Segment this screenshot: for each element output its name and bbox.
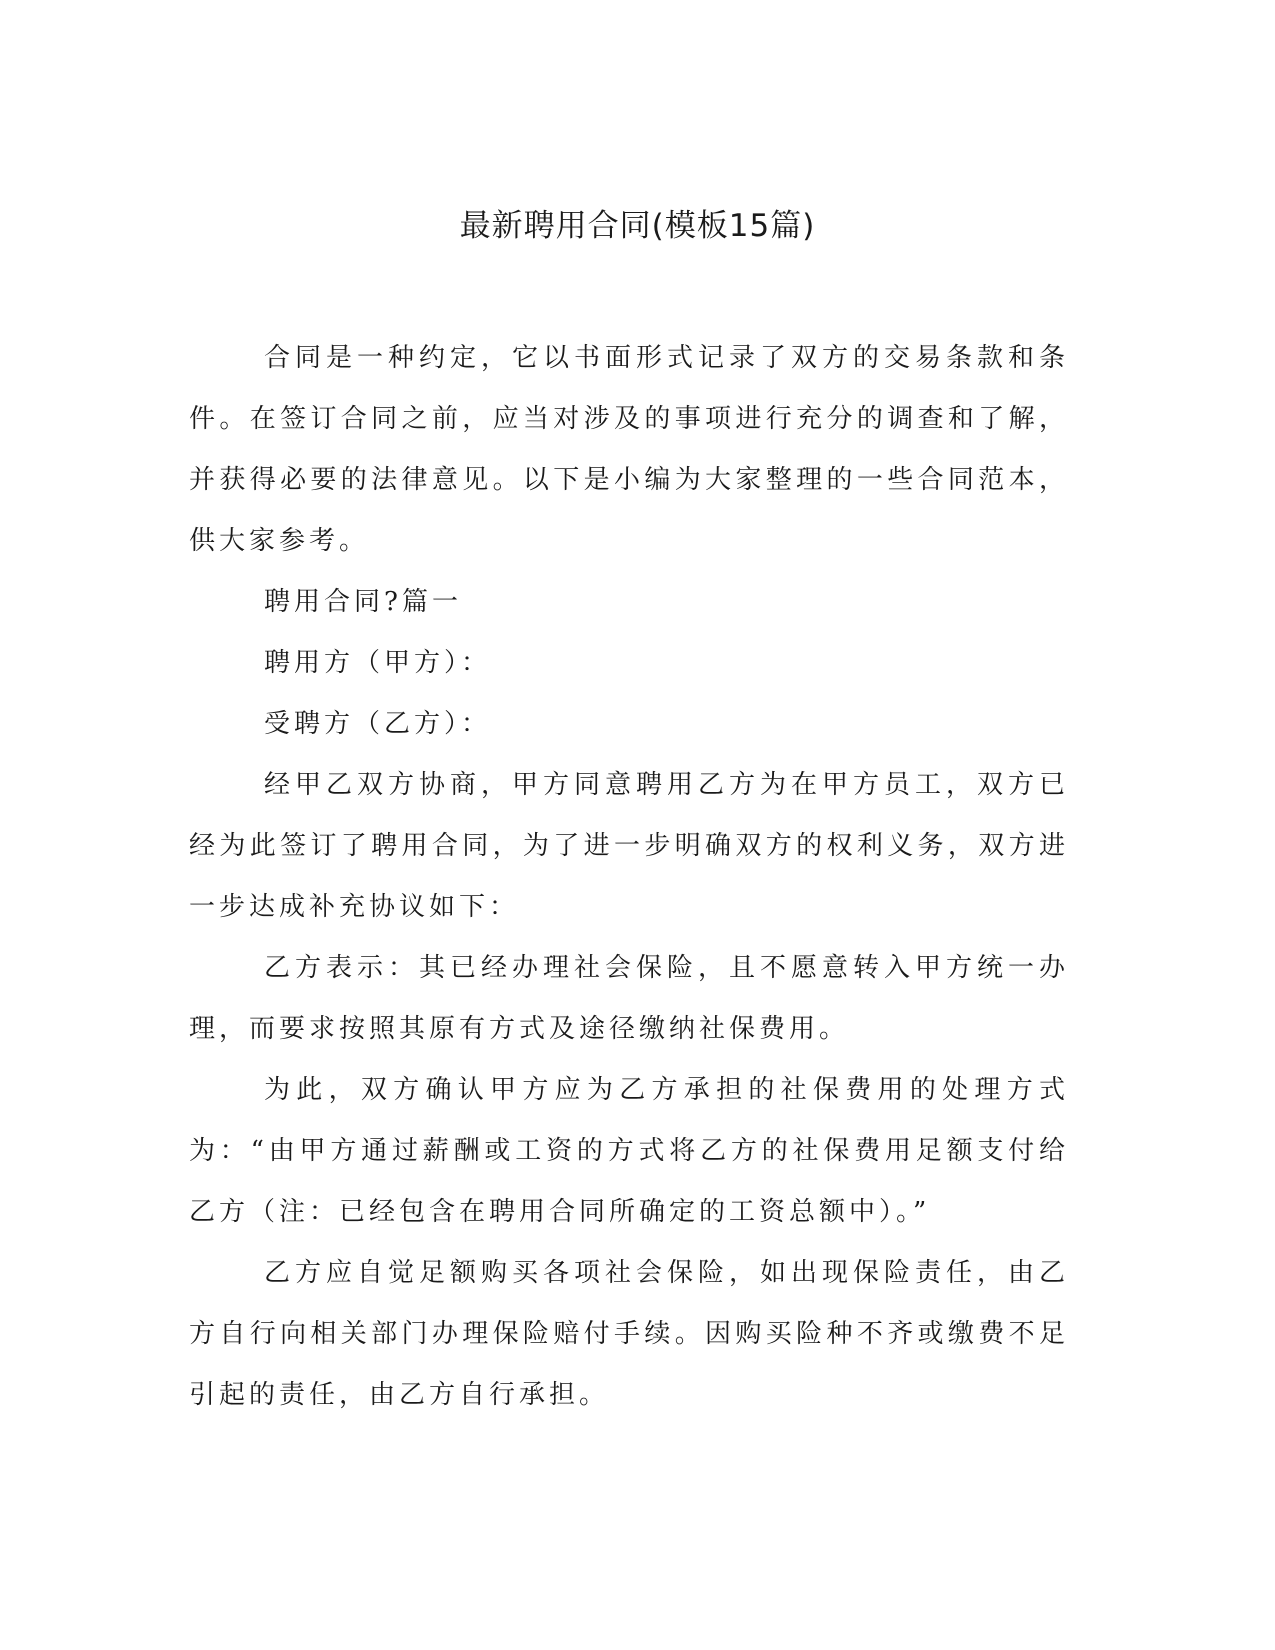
clause-paragraph: 乙方表示：其已经办理社会保险，且不愿意转入甲方统一办理，而要求按照其原有方式及途径缴纳社保费用。 — [189, 953, 1069, 1044]
document-title: 最新聘用合同(模板15篇) — [459, 208, 816, 244]
document-body — [189, 328, 1069, 1426]
intro-paragraph: 合同是一种约定，它以书面形式记录了双方的交易条款和条件。在签订合同之前，应当对涉及的事项进行充分的调查和了解，并获得必要的法律意见。以下是小编为大家整理的一些合同范本，供大家参考。 — [189, 343, 1069, 556]
clause-paragraph: 乙方应自觉足额购买各项社会保险，如出现保险责任，由乙方自行向相关部门办理保险赔付手续。因购买险种不齐或缴费不足引起的责任，由乙方自行承担。 — [189, 1258, 1069, 1410]
party-b-line: 受聘方（乙方）： — [264, 709, 492, 739]
agreement-paragraph: 经甲乙双方协商，甲方同意聘用乙方为在甲方员工，双方已经为此签订了聘用合同，为了进一步明确双方的权利义务，双方进一步达成补充协议如下： — [189, 770, 1069, 922]
section-heading: 聘用合同?篇一 — [264, 587, 462, 617]
clause-paragraph: 为此，双方确认甲方应为乙方承担的社保费用的处理方式为：“由甲方通过薪酬或工资的方式将乙方的社保费用足额支付给乙方（注：已经包含在聘用合同所确定的工资总额中）。” — [189, 1075, 1069, 1227]
party-a-line: 聘用方（甲方）： — [264, 648, 492, 678]
